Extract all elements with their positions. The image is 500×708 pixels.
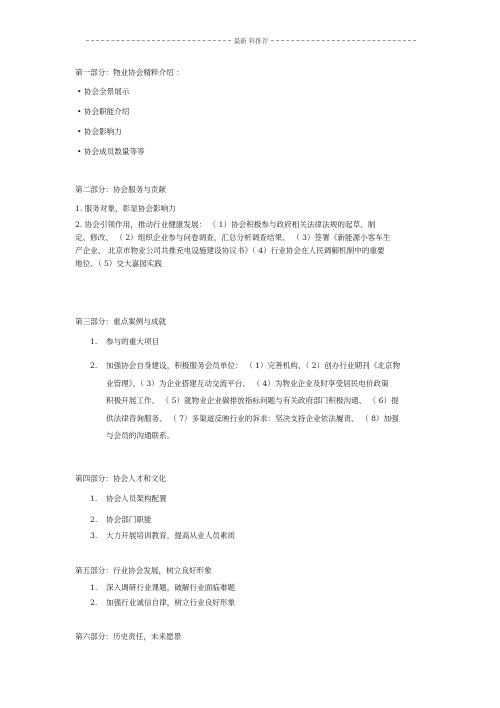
list-number: 2.: [90, 515, 98, 524]
part4-item-2: [90, 514, 152, 525]
part2-item-2: [75, 218, 427, 270]
part4-item-1: [90, 493, 167, 504]
header-rule-left: [86, 40, 231, 41]
page-header: [86, 34, 416, 46]
header-text: 最新 料推荐: [233, 36, 269, 45]
list-text: 参与的重大项目: [106, 337, 160, 346]
part2-item-2-line: 2. 协会引领作用，推动行业健康发展： （ 1）协会积极参与政府相关法律法规的起草、制: [75, 220, 376, 229]
part1-bullet-2: • 协会职能介绍: [77, 107, 130, 116]
part3-item-1: [90, 336, 159, 347]
list-number: 1.: [90, 583, 98, 592]
list-text: 协会部门职能: [106, 515, 152, 524]
part3-item-2-line: 业管理》、（ 3）为企业搭建互动交流平台、 （ 4）为物业企业及时享受居民电价政策: [106, 378, 389, 388]
part5-item-2: [90, 597, 235, 608]
header-rule-right: [271, 40, 416, 41]
part5-title: 第五部分：行业协会发展，树立良好形象: [75, 566, 212, 575]
part2-item-1: 1. 服务对象，彰显协会影响力: [75, 204, 176, 213]
part1-bullet-3: • 协会影响力: [77, 127, 122, 136]
list-text: 协会人员架构配置: [106, 494, 167, 503]
list-number: 3.: [90, 531, 98, 540]
list-number: 1.: [90, 337, 98, 346]
part3-item-2-line: 与会员的沟通联系。: [106, 431, 175, 440]
list-text: 大力开展培训教育，提高从业人员素质: [106, 531, 236, 540]
list-number: 1.: [90, 494, 98, 503]
part3-item-2: [90, 357, 430, 445]
part6-title: 第六部分：历史责任，未来愿景: [75, 632, 182, 641]
part4-item-3: [90, 530, 235, 541]
list-number: 2.: [90, 598, 98, 607]
list-text: 深入调研行业课题，破解行业面临难题: [106, 583, 236, 592]
part4-title: 第四部分：协会人才和文化: [75, 474, 167, 483]
part2-item-2-line: 定、修改、 （ 2）组织企业参与问卷调查，汇总分析调查结果、 （ 3）签署《新能源小客车生: [75, 233, 391, 242]
part3-item-2-line: 供法律咨询服务、 （ 7）多渠道反映行业的诉求：坚决支持企业依法履责、 （ 8）加强: [106, 413, 399, 423]
part1-title: 第一部分：物业协会精粹介绍 ：: [75, 68, 184, 77]
part3-item-2-line: 积极开展工作、 （ 5）就物业企业碳排放指标问题与有关政府部门积极沟通、 （ 6）提: [106, 396, 399, 405]
part2-item-2-line: 地位、（ 5）交大嘉园实践: [75, 259, 162, 268]
part3-item-2-line: 加强协会自身建设，积极服务会员单位： （ 1）完善机构、（ 2）创办行业期刊《北京物: [106, 361, 401, 370]
part2-title: 第二部分：协会服务与贡献: [75, 185, 167, 194]
list-number: 2.: [90, 361, 98, 370]
part1-bullet-4: • 协会成员数量等等: [77, 147, 145, 156]
part3-title: 第三部分：重点案例与成就: [75, 317, 167, 326]
part2-item-2-line: 产企业、 北京市物业公司共推充电设施建设协议书》（ 4）行业协会在人民调解机制中的重要: [75, 246, 385, 255]
part5-item-1: [90, 582, 235, 593]
part1-bullet-1: • 协会全景展示: [77, 87, 130, 96]
list-text: 加强行业诚信自律，树立行业良好形象: [106, 598, 236, 607]
